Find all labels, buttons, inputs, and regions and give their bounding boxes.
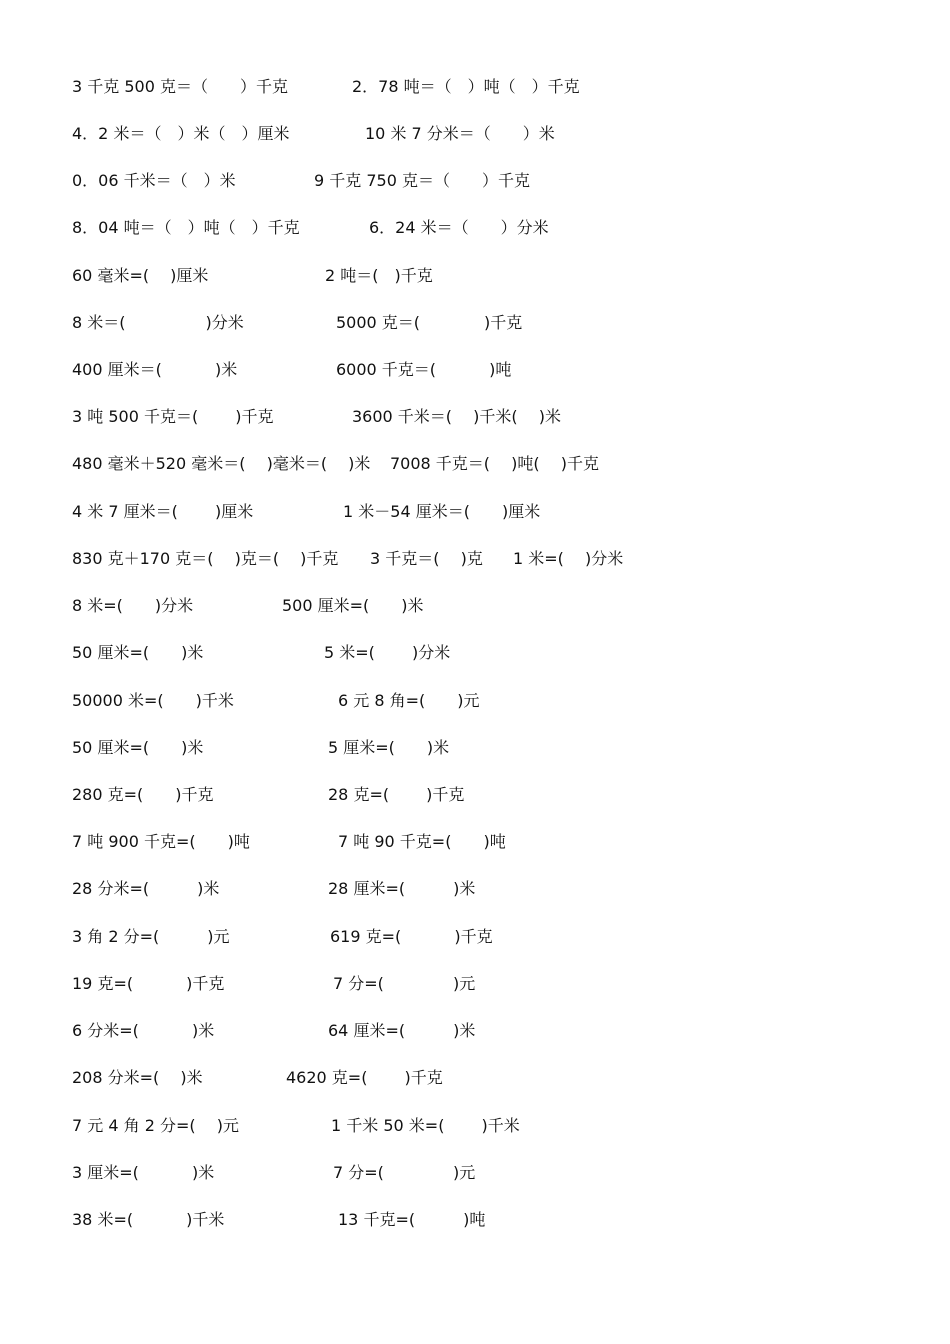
exercise-item: 7 吨 90 千克=( )吨: [338, 832, 506, 851]
exercise-item: 5 厘米=( )米: [328, 738, 450, 757]
exercise-item: 3 千克＝( )克: [370, 549, 483, 568]
exercise-row: [0, 736, 950, 760]
exercise-row: [0, 216, 950, 240]
exercise-item: 1 米－54 厘米＝( )厘米: [343, 502, 541, 521]
exercise-item: 7008 千克＝( )吨( )千克: [390, 454, 599, 473]
exercise-item: 8．04 吨＝（ ）吨（ ）千克: [72, 218, 300, 237]
exercise-item: 28 厘米=( )米: [328, 879, 476, 898]
exercise-item: 4．2 米＝（ ）米（ ）厘米: [72, 124, 290, 143]
exercise-row: [0, 452, 950, 476]
exercise-row: [0, 877, 950, 901]
exercise-item: 4 米 7 厘米＝( )厘米: [72, 502, 254, 521]
exercise-item: 7 分=( )元: [333, 1163, 476, 1182]
exercise-item: 28 分米=( )米: [72, 879, 220, 898]
exercise-item: 280 克=( )千克: [72, 785, 214, 804]
exercise-row: [0, 75, 950, 99]
exercise-item: 50 厘米=( )米: [72, 738, 204, 757]
exercise-item: 60 毫米=( )厘米: [72, 266, 209, 285]
exercise-item: 7 元 4 角 2 分=( )元: [72, 1116, 239, 1135]
exercise-item: 6 元 8 角=( )元: [338, 691, 480, 710]
exercise-item: 50 厘米=( )米: [72, 643, 204, 662]
exercise-item: 3 吨 500 千克＝( )千克: [72, 407, 274, 426]
exercise-item: 208 分米=( )米: [72, 1068, 203, 1087]
exercise-item: 5000 克＝( )千克: [336, 313, 523, 332]
exercise-item: 619 克=( )千克: [330, 927, 493, 946]
exercise-item: 8 米＝( )分米: [72, 313, 244, 332]
exercise-item: 830 克＋170 克＝( )克＝( )千克: [72, 549, 339, 568]
exercise-item: 400 厘米＝( )米: [72, 360, 238, 379]
exercise-item: 3 千克 500 克＝（ ）千克: [72, 77, 288, 96]
exercise-item: 10 米 7 分米＝（ ）米: [365, 124, 555, 143]
exercise-item: 6．24 米＝（ ）分米: [369, 218, 549, 237]
exercise-row: [0, 830, 950, 854]
exercise-item: 480 毫米＋520 毫米＝( )毫米＝( )米: [72, 454, 371, 473]
exercise-item: 3 角 2 分=( )元: [72, 927, 230, 946]
exercise-row: [0, 783, 950, 807]
exercise-row: [0, 1019, 950, 1043]
exercise-item: 7 分=( )元: [333, 974, 476, 993]
exercise-row: [0, 1161, 950, 1185]
exercise-item: 500 厘米=( )米: [282, 596, 424, 615]
exercise-item: 50000 米=( )千米: [72, 691, 234, 710]
exercise-item: 1 米=( )分米: [513, 549, 624, 568]
exercise-item: 9 千克 750 克＝（ ）千克: [314, 171, 530, 190]
exercise-item: 6000 千克＝( )吨: [336, 360, 512, 379]
exercise-row: [0, 1208, 950, 1232]
exercise-row: [0, 169, 950, 193]
exercise-row: [0, 405, 950, 429]
exercise-item: 3 厘米=( )米: [72, 1163, 215, 1182]
exercise-row: [0, 500, 950, 524]
exercise-row: [0, 972, 950, 996]
exercise-row: [0, 689, 950, 713]
exercise-item: 19 克=( )千克: [72, 974, 225, 993]
exercise-row: [0, 547, 950, 571]
exercise-item: 38 米=( )千米: [72, 1210, 225, 1229]
exercise-item: 7 吨 900 千克=( )吨: [72, 832, 250, 851]
exercise-item: 3600 千米＝( )千米( )米: [352, 407, 561, 426]
exercise-row: [0, 925, 950, 949]
exercise-row: [0, 358, 950, 382]
exercise-item: 8 米=( )分米: [72, 596, 194, 615]
exercise-row: [0, 594, 950, 618]
exercise-item: 5 米=( )分米: [324, 643, 451, 662]
exercise-item: 2．78 吨＝（ ）吨（ ）千克: [352, 77, 580, 96]
exercise-item: 64 厘米=( )米: [328, 1021, 476, 1040]
exercise-row: [0, 641, 950, 665]
exercise-item: 6 分米=( )米: [72, 1021, 215, 1040]
exercise-row: [0, 122, 950, 146]
exercise-item: 28 克=( )千克: [328, 785, 465, 804]
exercise-item: 1 千米 50 米=( )千米: [331, 1116, 520, 1135]
exercise-row: [0, 1066, 950, 1090]
exercise-row: [0, 264, 950, 288]
exercise-item: 0．06 千米＝（ ）米: [72, 171, 236, 190]
exercise-row: [0, 311, 950, 335]
exercise-item: 4620 克=( )千克: [286, 1068, 443, 1087]
exercise-item: 13 千克=( )吨: [338, 1210, 486, 1229]
exercise-row: [0, 1114, 950, 1138]
exercise-item: 2 吨＝( )千克: [325, 266, 433, 285]
